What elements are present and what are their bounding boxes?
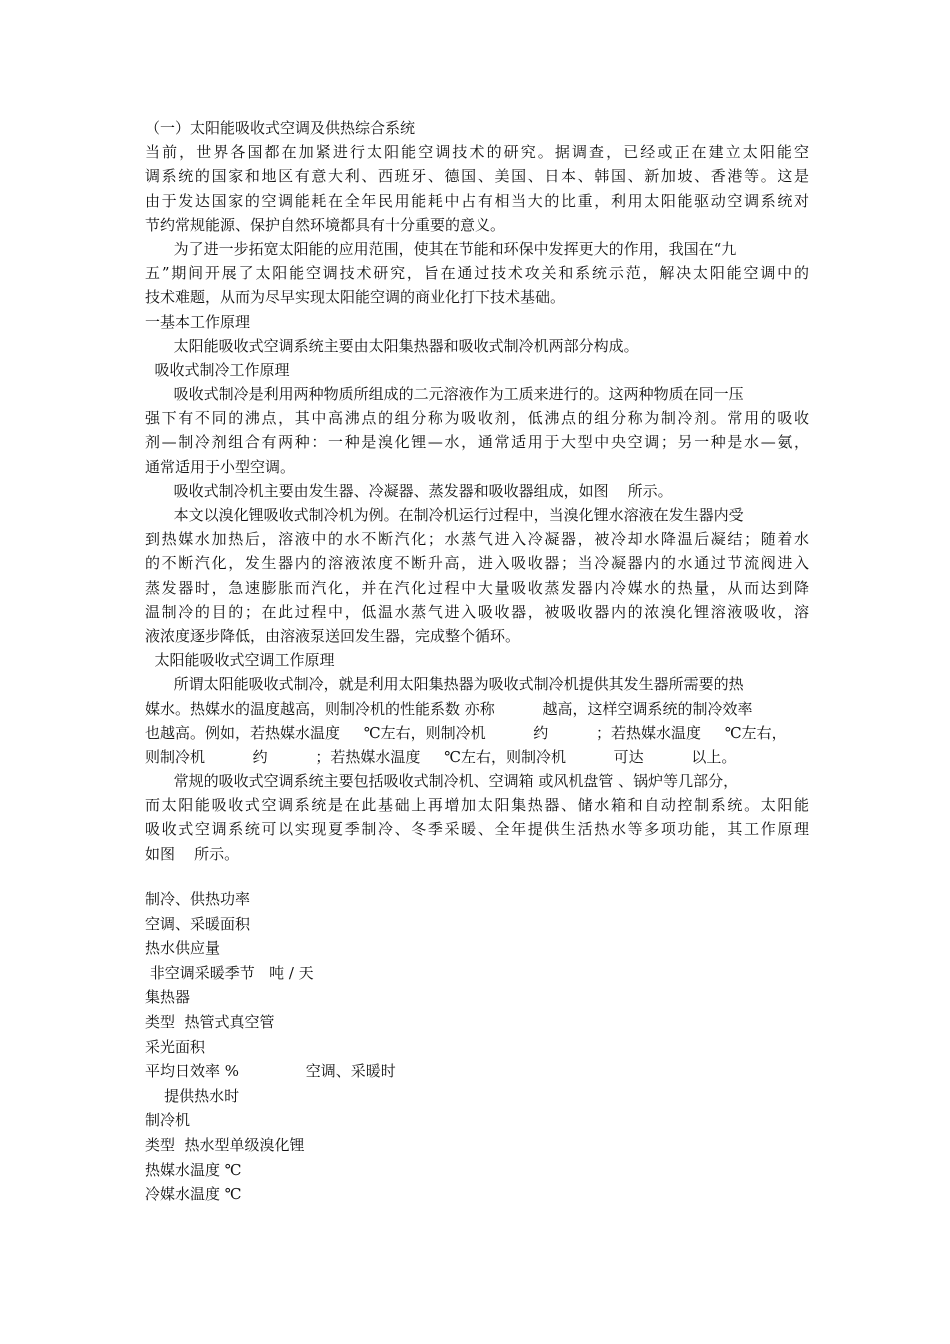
spec-item: 空调、采暖面积	[145, 914, 251, 933]
body-text	[145, 116, 809, 866]
paragraph-line: 温制冷的目的；在此过程中，低温水蒸气进入吸收器，被吸收器内的浓溴化锂溶液吸收，溶	[145, 602, 809, 621]
paragraph-line: 节约常规能源、保护自然环境都具有十分重要的意义。	[145, 215, 506, 234]
spec-item: 平均日效率 % 空调、采暖时	[145, 1062, 396, 1081]
paragraph-line: 技术难题，从而为尽早实现太阳能空调的商业化打下技术基础。	[145, 288, 566, 307]
paragraph-line: 液浓度逐步降低，由溶液泵送回发生器，完成整个循环。	[145, 626, 521, 645]
heading-absorption-principle: 吸收式制冷工作原理	[145, 360, 290, 379]
heading-basic-principle: 一基本工作原理	[145, 312, 251, 331]
paragraph-line: 五”期间开展了太阳能空调技术研究，旨在通过技术攻关和系统示范，解决太阳能空调中的	[145, 264, 809, 283]
paragraph-line: 常规的吸收式空调系统主要包括吸收式制冷机、空调箱 或风机盘管 、锅炉等几部分，	[145, 772, 739, 791]
paragraph-line: 而太阳能吸收式空调系统是在此基础上再增加太阳集热器、储水箱和自动控制系统。太阳能	[145, 796, 809, 815]
spec-item: 非空调采暖季节 吨 / 天	[145, 963, 314, 982]
paragraph-line: 所谓太阳能吸收式制冷，就是利用太阳集热器为吸收式制冷机提供其发生器所需要的热	[145, 675, 744, 694]
paragraph-line: 为了进一步拓宽太阳能的应用范围，使其在节能和环保中发挥更大的作用，我国在“九	[145, 239, 737, 258]
spec-item: 冷媒水温度 ℃	[145, 1185, 242, 1204]
spec-item: 制冷机	[145, 1111, 191, 1130]
section-title: （一）太阳能吸收式空调及供热综合系统	[145, 119, 416, 137]
paragraph-line: 吸收式制冷是利用两种物质所组成的二元溶液作为工质来进行的。这两种物质在同一压	[145, 385, 744, 404]
heading-solar-principle: 太阳能吸收式空调工作原理	[145, 651, 335, 670]
paragraph-line: 当前，世界各国都在加紧进行太阳能空调技术的研究。据调查，已经或正在建立太阳能空	[145, 143, 809, 162]
paragraph-line: 由于发达国家的空调能耗在全年民用能耗中占有相当大的比重，利用太阳能驱动空调系统对	[145, 191, 809, 210]
paragraph-line: 吸收式制冷机主要由发生器、冷凝器、蒸发器和吸收器组成，如图 所示。	[145, 481, 673, 500]
paragraph-line: 通常适用于小型空调。	[145, 457, 296, 476]
paragraph-line: 如图 所示。	[145, 844, 240, 863]
spec-item: 类型 热管式真空管	[145, 1012, 275, 1031]
spec-item: 集热器	[145, 988, 191, 1007]
spec-item: 热水供应量	[145, 939, 221, 958]
spec-list	[145, 887, 809, 1207]
paragraph-line: 媒水。热媒水的温度越高，则制冷机的性能系数 亦称 越高，这样空调系统的制冷效率	[145, 699, 753, 718]
paragraph-line: 的不断汽化，发生器内的溶液浓度不断升高，进入吸收器；当冷凝器内的水通过节流阀进入	[145, 554, 809, 573]
spec-item: 热媒水温度 ℃	[145, 1160, 242, 1179]
paragraph-line: 强下有不同的沸点，其中高沸点的组分称为吸收剂，低沸点的组分称为制冷剂。常用的吸收	[145, 409, 809, 428]
paragraph-line: 太阳能吸收式空调系统主要由太阳集热器和吸收式制冷机两部分构成。	[145, 336, 639, 355]
paragraph-line: 蒸发器时，急速膨胀而汽化，并在汽化过程中大量吸收蒸发器内冷媒水的热量，从而达到降	[145, 578, 809, 597]
spec-item: 提供热水时	[145, 1086, 240, 1105]
paragraph-line: 调系统的国家和地区有意大利、西班牙、德国、美国、日本、韩国、新加坡、香港等。这是	[145, 167, 809, 186]
spec-item: 类型 热水型单级溴化锂	[145, 1135, 305, 1154]
spec-item: 制冷、供热功率	[145, 890, 251, 908]
paragraph-line: 吸收式空调系统可以实现夏季制冷、冬季采暖、全年提供生活热水等多项功能，其工作原理	[145, 820, 809, 839]
paragraph-line: 剂—制冷剂组合有两种：一种是溴化锂—水，通常适用于大型中央空调；另一种是水—氨，	[145, 433, 809, 452]
paragraph-line: 则制冷机 约 ；若热媒水温度 ℃左右，则制冷机 可达 以上。	[145, 747, 737, 766]
paragraph-line: 到热媒水加热后，溶液中的水不断汽化；水蒸气进入冷凝器，被冷却水降温后凝结；随着水	[145, 530, 809, 549]
paragraph-line: 也越高。例如，若热媒水温度 ℃左右，则制冷机 约 ；若热媒水温度 ℃左右，	[145, 723, 787, 742]
spec-item: 采光面积	[145, 1037, 206, 1056]
paragraph-line: 本文以溴化锂吸收式制冷机为例。在制冷机运行过程中，当溴化锂水溶液在发生器内受	[145, 506, 744, 524]
